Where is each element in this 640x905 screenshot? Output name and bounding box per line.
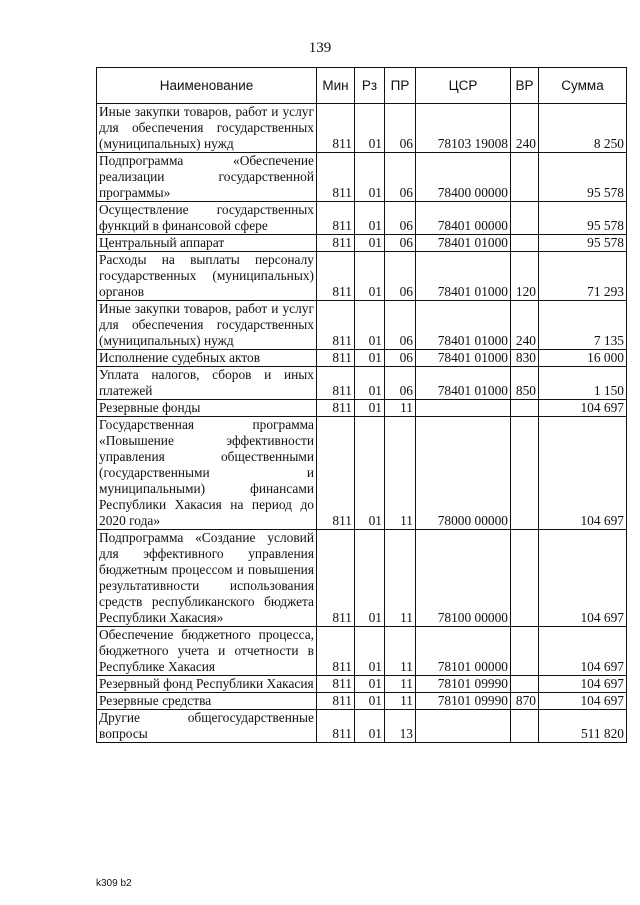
cell-rz: 01 [355,530,385,627]
cell-vr [511,627,539,676]
cell-name: Исполнение судебных актов [97,350,317,367]
cell-pr: 13 [385,710,416,743]
cell-csr: 78401 01000 [416,301,511,350]
cell-pr: 06 [385,350,416,367]
table-row [97,104,627,153]
cell-pr: 06 [385,104,416,153]
cell-pr: 11 [385,400,416,417]
cell-pr: 06 [385,367,416,400]
cell-rz: 01 [355,252,385,301]
cell-sum: 104 697 [539,676,627,693]
header-csr: ЦСР [416,68,511,104]
cell-name: Подпрограмма «Создание условий для эффективного управления бюджетным процессом и повышения результативности использования средств республиканского бюджета Республики Хакасия» [97,530,317,627]
cell-min: 811 [317,710,355,743]
cell-rz: 01 [355,350,385,367]
cell-rz: 01 [355,676,385,693]
cell-min: 811 [317,202,355,235]
cell-pr: 11 [385,693,416,710]
table-row [97,301,627,350]
cell-name: Иные закупки товаров, работ и услуг для обеспечения государственных (муниципальных) нужд [97,301,317,350]
table-header-row [97,68,627,104]
cell-rz: 01 [355,153,385,202]
cell-csr: 78101 09990 [416,676,511,693]
cell-pr: 11 [385,676,416,693]
cell-name: Резервные фонды [97,400,317,417]
cell-name: Резервный фонд Республики Хакасия [97,676,317,693]
cell-sum: 104 697 [539,400,627,417]
table-row [97,676,627,693]
cell-vr: 120 [511,252,539,301]
cell-sum: 7 135 [539,301,627,350]
cell-csr: 78101 09990 [416,693,511,710]
table-row [97,710,627,743]
cell-name: Расходы на выплаты персоналу государственных (муниципальных) органов [97,252,317,301]
cell-vr [511,153,539,202]
cell-csr: 78103 19008 [416,104,511,153]
cell-pr: 11 [385,530,416,627]
cell-csr [416,710,511,743]
table-row [97,252,627,301]
cell-sum: 95 578 [539,153,627,202]
table-row [97,153,627,202]
cell-vr [511,202,539,235]
cell-name: Подпрограмма «Обеспечение реализации государственной программы» [97,153,317,202]
cell-min: 811 [317,235,355,252]
cell-csr: 78401 01000 [416,252,511,301]
cell-min: 811 [317,104,355,153]
cell-name: Иные закупки товаров, работ и услуг для обеспечения государственных (муниципальных) нужд [97,104,317,153]
cell-name: Центральный аппарат [97,235,317,252]
cell-min: 811 [317,693,355,710]
cell-pr: 06 [385,235,416,252]
table-row [97,350,627,367]
cell-vr: 850 [511,367,539,400]
cell-min: 811 [317,400,355,417]
table-row [97,530,627,627]
cell-rz: 01 [355,235,385,252]
cell-name: Обеспечение бюджетного процесса, бюджетного учета и отчетности в Республике Хакасия [97,627,317,676]
cell-pr: 06 [385,202,416,235]
cell-min: 811 [317,627,355,676]
table-body [97,104,627,743]
cell-vr [511,417,539,530]
table-row [97,693,627,710]
cell-csr [416,400,511,417]
cell-min: 811 [317,530,355,627]
cell-rz: 01 [355,693,385,710]
cell-rz: 01 [355,417,385,530]
header-min: Мин [317,68,355,104]
header-rz: Рз [355,68,385,104]
cell-sum: 104 697 [539,417,627,530]
cell-min: 811 [317,153,355,202]
budget-table [96,67,627,743]
cell-vr [511,676,539,693]
cell-min: 811 [317,350,355,367]
cell-sum: 95 578 [539,202,627,235]
cell-csr: 78000 00000 [416,417,511,530]
cell-rz: 01 [355,627,385,676]
cell-name: Осуществление государственных функций в финансовой сфере [97,202,317,235]
header-sum: Сумма [539,68,627,104]
cell-csr: 78401 01000 [416,235,511,252]
cell-sum: 1 150 [539,367,627,400]
cell-vr: 240 [511,301,539,350]
cell-vr [511,710,539,743]
cell-pr: 11 [385,417,416,530]
cell-csr: 78401 01000 [416,367,511,400]
cell-csr: 78100 00000 [416,530,511,627]
cell-name: Уплата налогов, сборов и иных платежей [97,367,317,400]
cell-csr: 78401 01000 [416,350,511,367]
cell-sum: 104 697 [539,693,627,710]
table-row [97,235,627,252]
cell-vr [511,400,539,417]
cell-rz: 01 [355,301,385,350]
table-row [97,417,627,530]
cell-min: 811 [317,367,355,400]
cell-vr [511,530,539,627]
cell-rz: 01 [355,400,385,417]
cell-min: 811 [317,301,355,350]
header-pr: ПР [385,68,416,104]
cell-pr: 11 [385,627,416,676]
cell-pr: 06 [385,252,416,301]
page-number: 139 [308,40,332,56]
header-name: Наименование [97,68,317,104]
cell-sum: 16 000 [539,350,627,367]
cell-sum: 8 250 [539,104,627,153]
table-row [97,202,627,235]
cell-min: 811 [317,676,355,693]
cell-rz: 01 [355,367,385,400]
cell-name: Другие общегосударственные вопросы [97,710,317,743]
cell-sum: 104 697 [539,530,627,627]
cell-csr: 78400 00000 [416,153,511,202]
cell-name: Резервные средства [97,693,317,710]
cell-name: Государственная программа «Повышение эффективности управления общественными (государственными и муниципальными) финансами Республики Хакасия на период до 2020 года» [97,417,317,530]
cell-pr: 06 [385,301,416,350]
cell-min: 811 [317,252,355,301]
cell-rz: 01 [355,202,385,235]
cell-vr: 830 [511,350,539,367]
cell-csr: 78401 00000 [416,202,511,235]
table-row [97,627,627,676]
cell-csr: 78101 00000 [416,627,511,676]
cell-vr: 870 [511,693,539,710]
cell-pr: 06 [385,153,416,202]
cell-sum: 104 697 [539,627,627,676]
cell-min: 811 [317,417,355,530]
cell-sum: 511 820 [539,710,627,743]
cell-rz: 01 [355,104,385,153]
cell-sum: 95 578 [539,235,627,252]
cell-rz: 01 [355,710,385,743]
cell-sum: 71 293 [539,252,627,301]
table-row [97,367,627,400]
cell-vr [511,235,539,252]
table-row [97,400,627,417]
cell-vr: 240 [511,104,539,153]
footer-code: k309 b2 [96,878,132,889]
header-vr: ВР [511,68,539,104]
